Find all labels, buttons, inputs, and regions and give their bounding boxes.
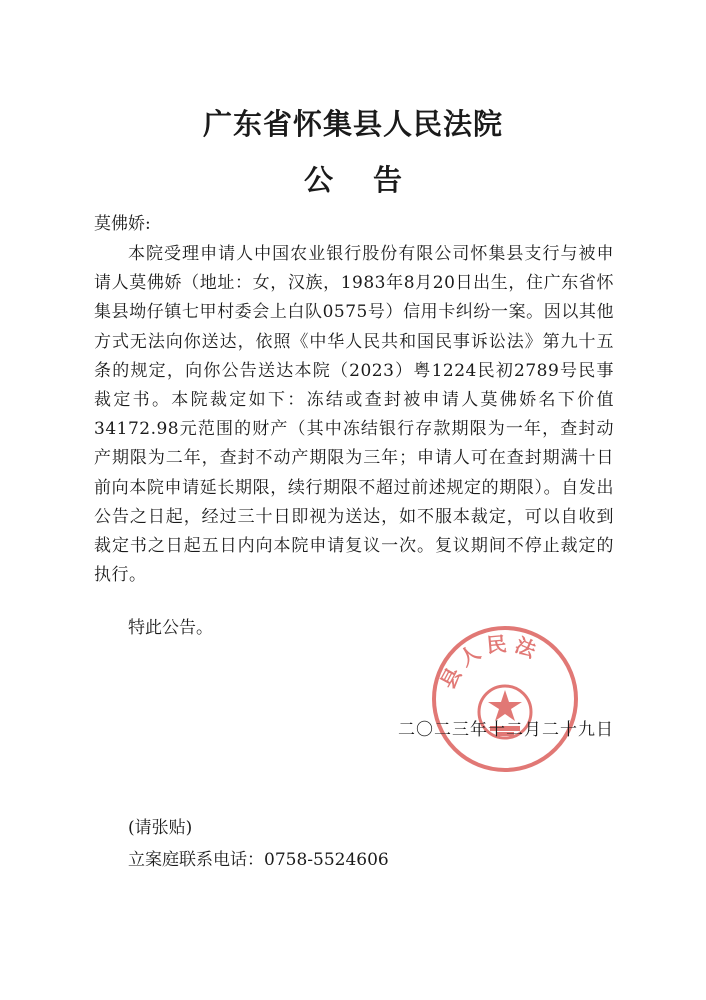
court-name-heading: 广东省怀集县人民法院 xyxy=(202,107,503,141)
issue-date: 二〇二三年十二月二十九日 xyxy=(398,720,614,740)
court-seal-stamp xyxy=(430,624,580,774)
notice-body-paragraph: 本院受理申请人中国农业银行股份有限公司怀集县支行与被申请人莫佛娇（地址：女，汉族，1983年8月20日出生，住广东省怀集县坳仔镇七甲村委会上白队0575号）信用卡纠纷一案。因以其他方式无法向你送达，依照《中华人民共和国民事诉讼法》第九十五条的规定，向你公告送达本院（2023）粤1224民初2789号民事裁定书。本院裁定如下：冻结或查封被申请人莫佛娇名下价值34172.98元范围的财产（其中冻结银行存款期限为一年，查封动产期限为二年，查封不动产期限为三年；申请人可在查封期满十日前向本院申请延长期限，续行期限不超过前述规定的期限）。自发出公告之日起，经过三十日即视为送达，如不服本裁定，可以自收到裁定书之日起五日内向本院申请复议一次。复议期间不停止裁定的执行。 xyxy=(94,244,614,586)
seal-arc-text: 县人民法 xyxy=(435,631,546,693)
closing-line: 特此公告。 xyxy=(128,618,213,638)
contact-phone-line: 立案庭联系电话：0758-5524606 xyxy=(128,850,389,870)
document-type-heading: 公告 xyxy=(303,163,442,197)
posting-note: (请张贴) xyxy=(128,818,193,838)
svg-text:县人民法 xyxy=(435,631,545,692)
addressee-line: 莫佛娇: xyxy=(94,214,151,234)
